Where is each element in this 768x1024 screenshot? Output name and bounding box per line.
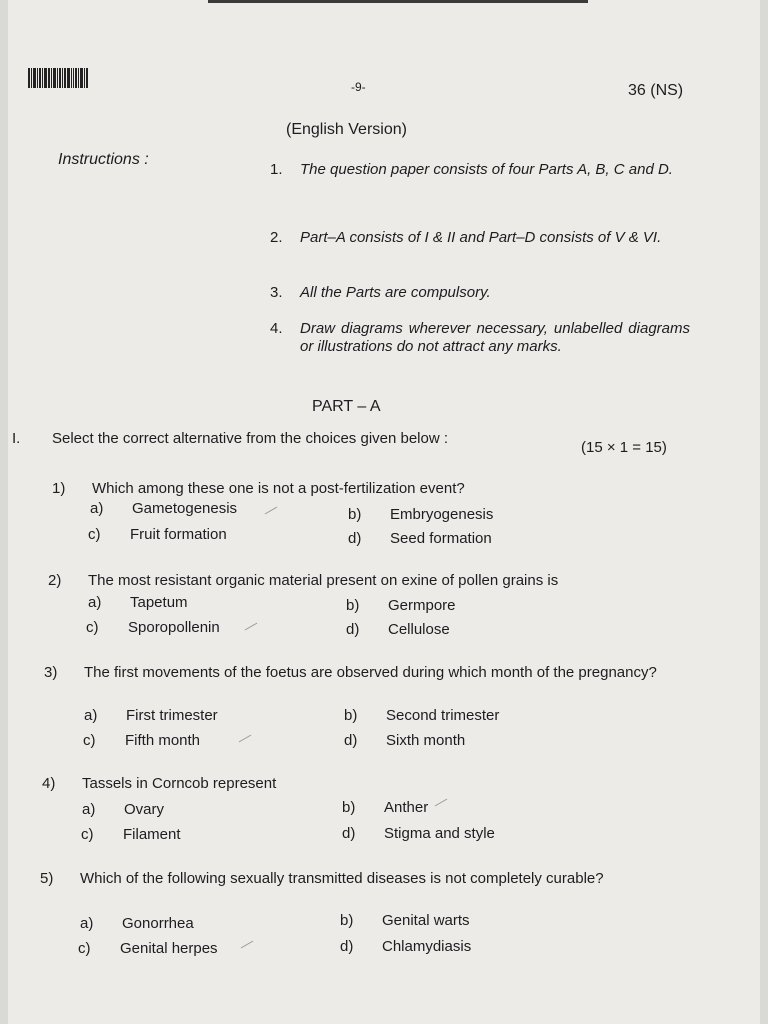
question-text: Tassels in Corncob represent	[82, 775, 277, 792]
option-a: a) Ovary	[82, 801, 165, 818]
page-number: -9-	[351, 80, 366, 94]
question-text: Which of the following sexually transmitted diseases is not completely curable?	[80, 870, 604, 887]
instruction-text: All the Parts are compulsory.	[300, 284, 491, 301]
question-number: 2)	[48, 572, 62, 589]
option-c: c) Sporopollenin	[86, 619, 220, 636]
instruction-number: 4.	[270, 320, 283, 337]
option-d: d) Seed formation	[348, 530, 492, 547]
question-number: 5)	[40, 870, 54, 887]
instructions-label: Instructions :	[58, 151, 149, 168]
pencil-tick-mark	[245, 623, 258, 631]
option-b: b) Anther	[342, 799, 429, 816]
option-b: b) Second trimester	[344, 707, 500, 724]
pencil-tick-mark	[265, 507, 278, 515]
barcode-icon	[28, 68, 88, 88]
instruction-text: Draw diagrams wherever necessary, unlabelled diagrams or illustrations do not attract any marks.	[300, 320, 690, 355]
instruction-item	[270, 284, 690, 302]
option-b: b) Germpore	[346, 597, 456, 614]
option-c: c) Filament	[81, 826, 181, 843]
option-d: d) Cellulose	[346, 621, 450, 638]
marks-allocation: (15 × 1 = 15)	[581, 439, 667, 456]
question-number: 4)	[42, 775, 56, 792]
instruction-item	[270, 161, 690, 179]
option-a: a) Tapetum	[88, 594, 188, 611]
question-text: Which among these one is not a post-fertilization event?	[92, 480, 465, 497]
pencil-tick-mark	[435, 799, 448, 807]
part-heading: PART – A	[312, 398, 381, 415]
pencil-tick-mark	[241, 941, 254, 949]
option-d: d) Chlamydiasis	[340, 938, 472, 955]
main-question-number: I.	[12, 430, 21, 447]
instruction-number: 2.	[270, 229, 283, 246]
instruction-number: 1.	[270, 161, 283, 178]
option-d: d) Sixth month	[344, 732, 466, 749]
paper-code: 36 (NS)	[628, 82, 684, 99]
pencil-tick-mark	[239, 735, 252, 743]
instruction-item	[270, 320, 690, 356]
option-d: d) Stigma and style	[342, 825, 495, 842]
question-paper	[8, 0, 760, 1024]
option-c: c) Genital herpes	[78, 940, 218, 957]
question-number: 3)	[44, 664, 58, 681]
option-c: c) Fruit formation	[88, 526, 227, 543]
option-b: b) Embryogenesis	[348, 506, 494, 523]
question-text: The most resistant organic material present on exine of pollen grains is	[88, 572, 559, 589]
option-a: a) Gametogenesis	[90, 500, 238, 517]
option-c: c) Fifth month	[83, 732, 201, 749]
instruction-text: Part–A consists of I & II and Part–D consists of V & VI.	[300, 229, 662, 246]
version-title: (English Version)	[286, 121, 407, 138]
main-question-text: Select the correct alternative from the choices given below :	[52, 430, 449, 447]
option-a: a) First trimester	[84, 707, 218, 724]
option-a: a) Gonorrhea	[80, 915, 194, 932]
question-text: The first movements of the foetus are observed during which month of the pregnancy?	[84, 664, 657, 681]
question-number: 1)	[52, 480, 66, 497]
instruction-number: 3.	[270, 284, 283, 301]
option-b: b) Genital warts	[340, 912, 470, 929]
top-edge	[208, 0, 588, 3]
instruction-item	[270, 229, 690, 247]
instruction-text: The question paper consists of four Parts A, B, C and D.	[300, 161, 673, 178]
